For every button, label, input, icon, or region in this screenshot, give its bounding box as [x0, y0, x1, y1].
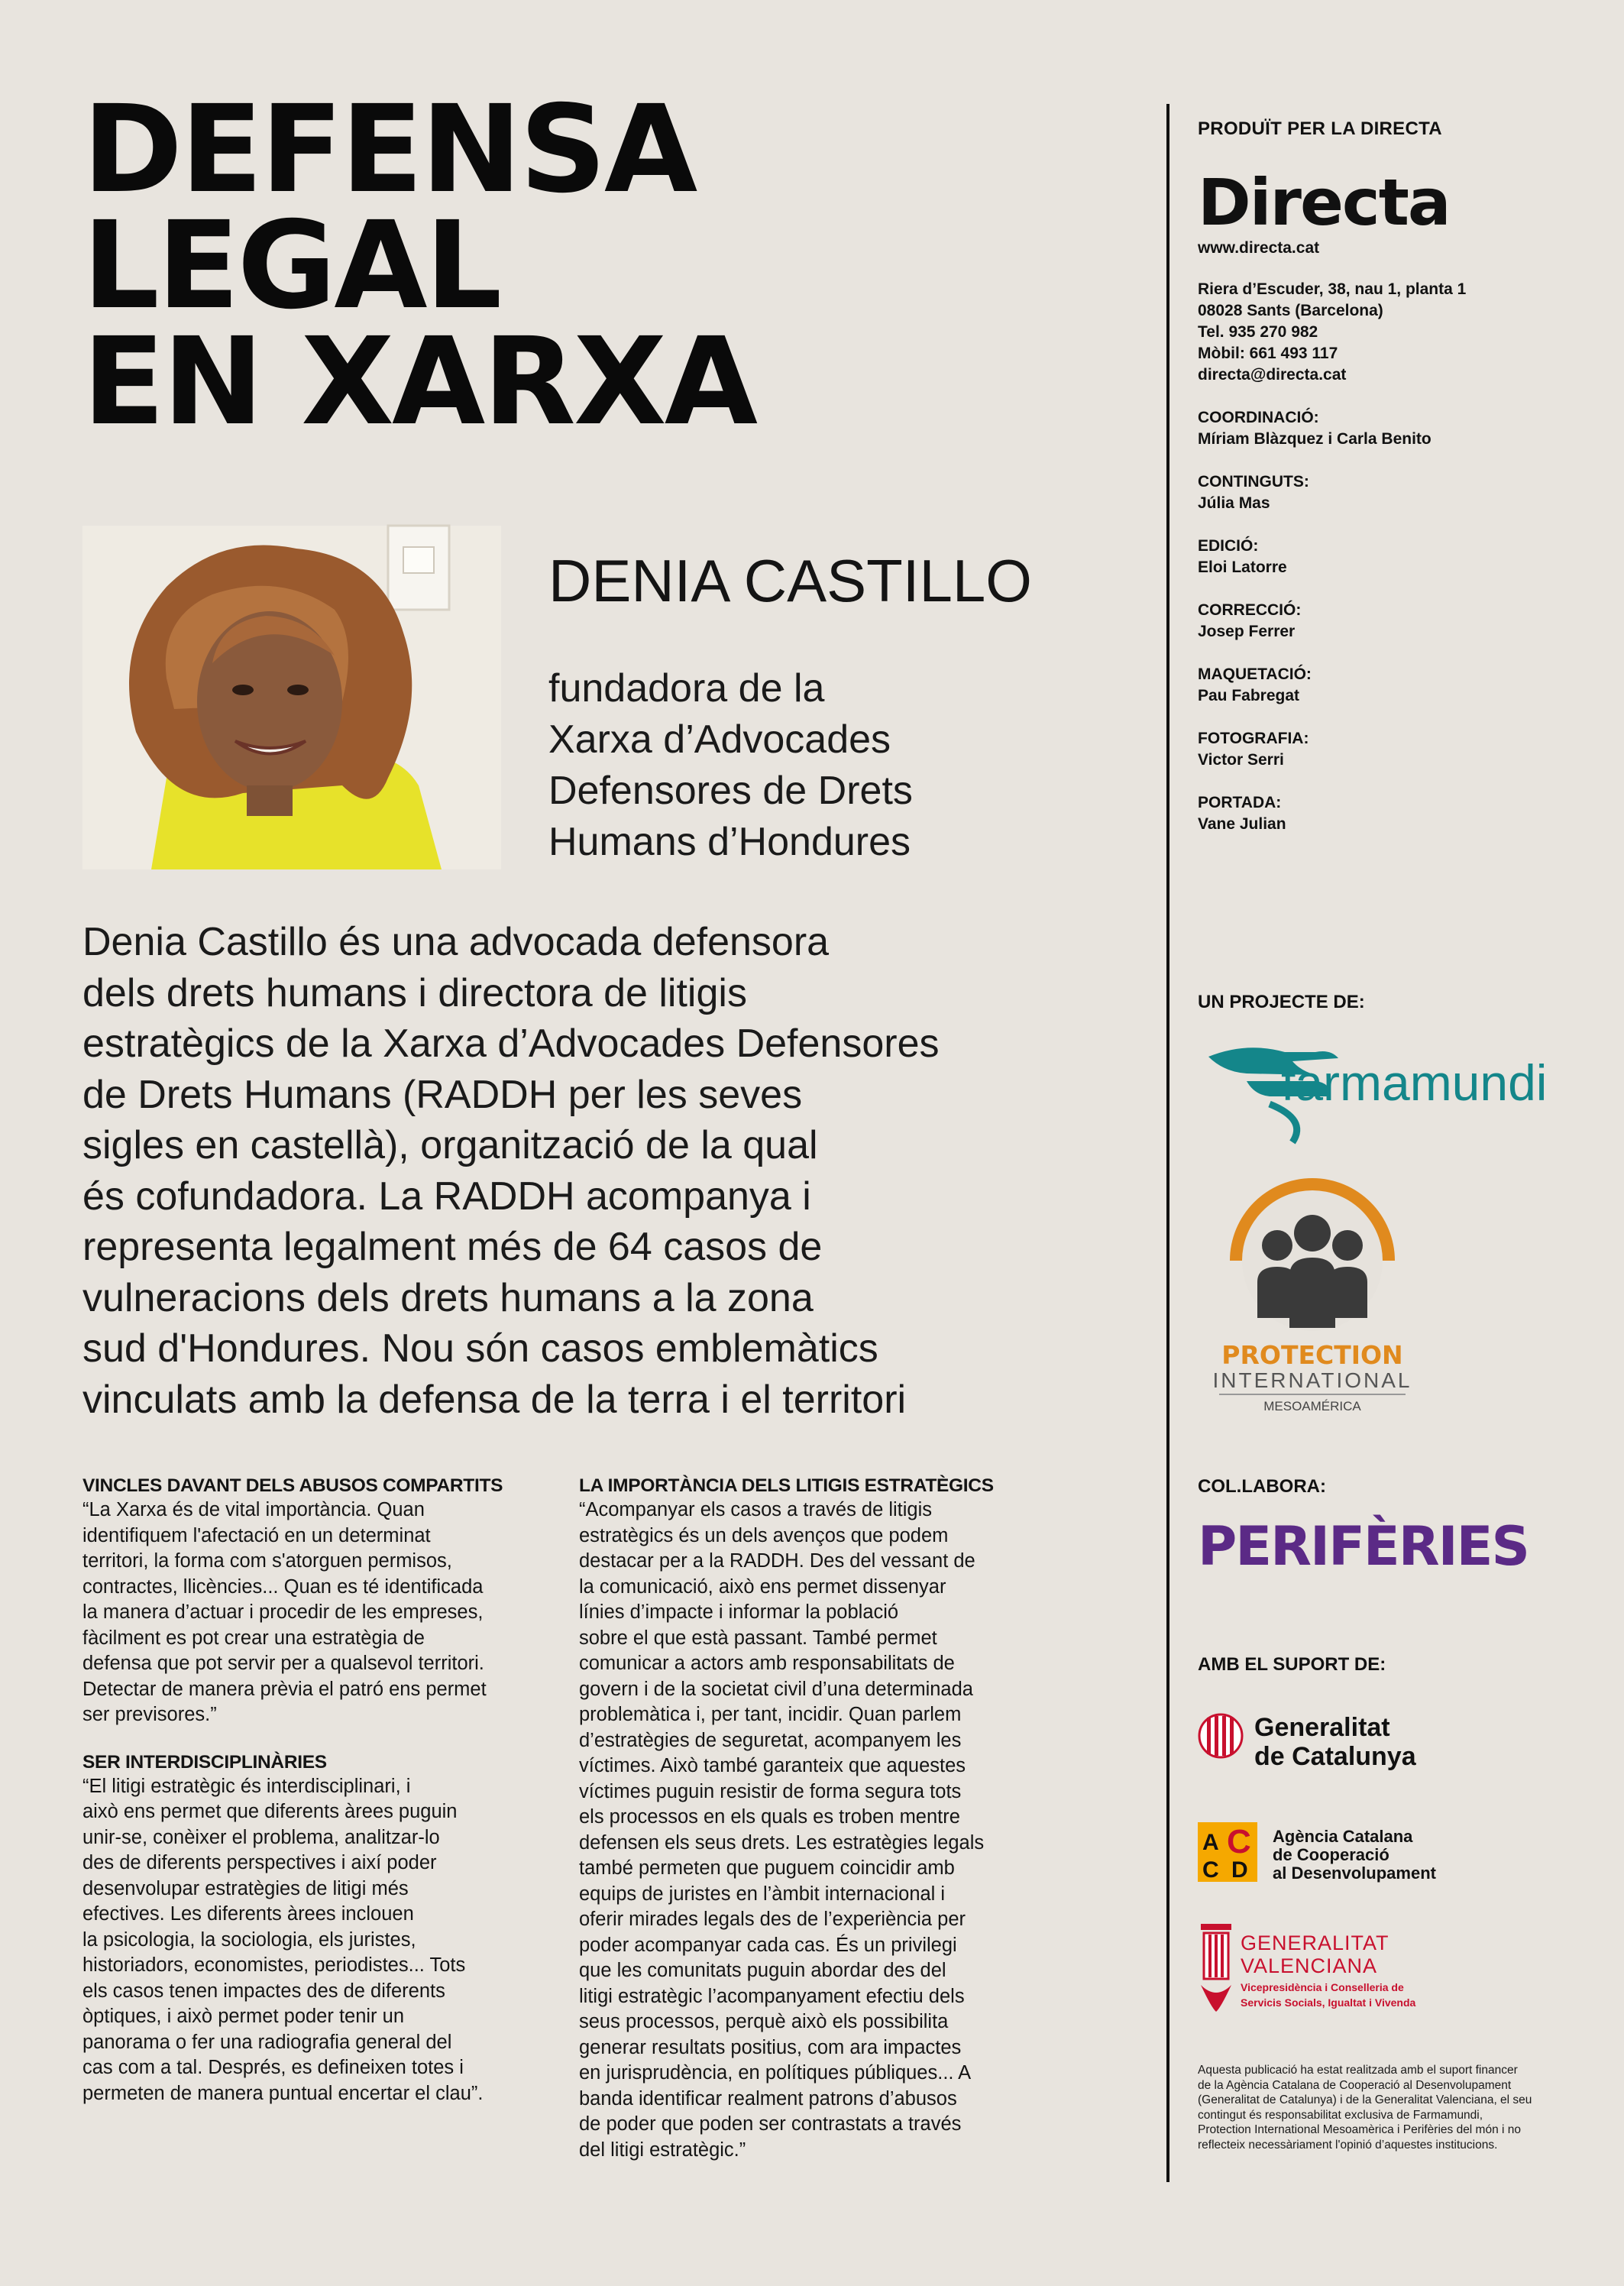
- credit-role: CONTINGUTS:: [1198, 473, 1309, 491]
- section-heading: VINCLES DAVANT DELS ABUSOS COMPARTITS: [82, 1475, 503, 1496]
- gva-line2: VALENCIANA: [1241, 1954, 1378, 1977]
- funding-disclaimer: Aquesta publicació ha estat realitzada amb el suport financer de la Agència Catalana de Cooperació al Desenvolupament (Generalitat de Catalunya) i de la Generalitat Valenciana, el seu contingut és responsabilitat exclusiva de Farmamundi, Protection International Mesoamèrica i Perifèries del món i no reflecteix necessàriament l'opinió d’aquestes institucions.: [1198, 2064, 1532, 2152]
- credit-entry: [1198, 728, 1595, 771]
- accd-mark-c1: C: [1227, 1823, 1251, 1860]
- section-heading: LA IMPORTÀNCIA DELS LITIGIS ESTRATÈGICS: [579, 1475, 994, 1496]
- accd-logo: [1198, 1822, 1473, 1891]
- periferies-wordmark: PERIFÈRIES: [1198, 1515, 1529, 1578]
- credit-entry: [1198, 664, 1595, 707]
- gva-line4: Servicis Socials, Igualtat i Vivenda: [1241, 1996, 1416, 2009]
- accd-line1: Agència Catalana: [1273, 1827, 1413, 1846]
- credit-name: Victor Serri: [1198, 751, 1284, 769]
- credit-name: Eloi Latorre: [1198, 559, 1287, 576]
- directa-logo: [1198, 160, 1595, 240]
- protection-international-logo: [1213, 1154, 1412, 1413]
- accd-line2: de Cooperació: [1273, 1845, 1389, 1864]
- website-url[interactable]: www.directa.cat: [1198, 239, 1320, 257]
- subject-name: DENIA CASTILLO: [548, 547, 1032, 614]
- protection-line1: PROTECTION: [1221, 1340, 1403, 1370]
- accd-mark-a: A: [1202, 1830, 1219, 1855]
- credit-role: PORTADA:: [1198, 794, 1282, 811]
- directa-logo-text: Directa: [1198, 165, 1450, 240]
- farmamundi-wordmark: farmamundi: [1281, 1054, 1548, 1111]
- portrait-photo: [82, 526, 501, 869]
- protection-line3: MESOAMÉRICA: [1263, 1399, 1361, 1413]
- credit-name: Júlia Mas: [1198, 494, 1270, 512]
- produced-by-label: PRODUÏT PER LA DIRECTA: [1198, 118, 1442, 139]
- credit-entry: [1198, 407, 1595, 450]
- accd-mark-d: D: [1231, 1857, 1248, 1883]
- contact-address: Riera d’Escuder, 38, nau 1, planta 1 08028 Sants (Barcelona) Tel. 935 270 982 Mòbil: 661 493 117 directa@directa.cat: [1198, 280, 1467, 384]
- credit-role: EDICIÓ:: [1198, 537, 1259, 555]
- gencat-line2: de Catalunya: [1254, 1742, 1416, 1771]
- credit-name: Josep Ferrer: [1198, 623, 1296, 640]
- lead-paragraph: Denia Castillo és una advocada defensora dels drets humans i directora de litigis estratègics de la Xarxa d’Advocades Defensores de Drets Humans (RADDH per les seves sigles en castellà), organització de la qual és cofundadora. La RADDH acompanya i representa legalment més de 64 casos de vulneracions dels drets humans a la zona sud d'Hondures. Nou són casos emblemàtics vinculats amb la defensa de la terra i el territori: [82, 920, 940, 1422]
- project-label: UN PROJECTE DE:: [1198, 992, 1365, 1012]
- farmamundi-logo: [1201, 1035, 1548, 1142]
- title-line: EN XARXA: [82, 312, 756, 452]
- article-title: [82, 79, 756, 452]
- credit-entry: [1198, 792, 1595, 835]
- credit-name: Pau Fabregat: [1198, 687, 1300, 704]
- credits-sidebar: [1198, 118, 1595, 835]
- gencat-line1: Generalitat: [1254, 1713, 1390, 1742]
- collab-label: COL.LABORA:: [1198, 1476, 1326, 1497]
- title-line: DEFENSA: [82, 79, 696, 220]
- protection-line2: INTERNATIONAL: [1212, 1368, 1412, 1392]
- gva-line1: GENERALITAT: [1241, 1931, 1389, 1954]
- article-column-right: [579, 1475, 1053, 2186]
- credit-name: Míriam Blàzquez i Carla Benito: [1198, 430, 1432, 448]
- portrait-illustration: [82, 526, 501, 869]
- credit-role: COORDINACIÓ:: [1198, 409, 1319, 426]
- article-column-left: [82, 1475, 556, 2129]
- support-label: AMB EL SUPORT DE:: [1198, 1654, 1386, 1675]
- title-line: LEGAL: [82, 196, 500, 336]
- subject-role: fundadora de la Xarxa d’Advocades Defensores de Drets Humans d’Hondures: [548, 666, 913, 864]
- credit-entry: [1198, 471, 1595, 514]
- accd-mark-c2: C: [1202, 1857, 1219, 1883]
- section-text: “El litigi estratègic és interdisciplinari, i això ens permet que diferents àrees puguin unir-se, conèixer el problema, analitzar-lo des de diferents perspectives i així poder desenvolupar estratègies de litigi més efectives. Les diferents àrees inclouen la psicologia, la sociologia, els juristes, historiadors, economistes, periodistes... Tots els casos tenen impactes des de diferents òptiques, i això permet poder tenir un panorama o fer una radiografia general del cas com a tal. Després, es defineixen totes i permeten de manera puntual encertar el clau”.: [82, 1775, 484, 2104]
- gva-line3: Vicepresidència i Conselleria de: [1241, 1981, 1404, 1993]
- credit-role: CORRECCIÓ:: [1198, 601, 1302, 619]
- section-text: “La Xarxa és de vital importància. Quan identifiquem l'afectació en un determinat territori, la forma com s'atorguen permisos, contractes, llicències... Quan es té identificada la manera d’actuar i procedir de les empreses, fàcilment es pot crear una estratègia de defensa que pot servir per a qualsevol territori. Detectar de manera prèvia el patró ens permet ser previsores.”: [82, 1499, 487, 1725]
- vertical-divider: [1166, 104, 1169, 2182]
- credit-entry: [1198, 536, 1595, 578]
- gva-logo: [1198, 1916, 1442, 2016]
- section-heading: SER INTERDISCIPLINÀRIES: [82, 1751, 327, 1773]
- section-text: “Acompanyar els casos a través de litigis estratègics és un dels avenços que podem destacar per a la RADDH. Des del vessant de la comunicació, això ens permet dissenyar línies d’impacte i informar la població sobre el que està passant. També permet comunicar a actors amb responsabilitats de govern i de la societat civil d’una determinada problemàtica i, per tant, incidir. Quan parlem d’estratègies de seguretat, acompanyem les víctimes. Això també garanteix que aquestes víctimes puguin resistir de forma segura tots els processos en els quals es troben mentre defensen els seus drets. Les estratègies legals també permeten que puguem coincidir amb equips de juristes en l’àmbit internacional i oferir mirades legals des de l’experiència per poder acompanyar cada cas. És un privilegi que les comunitats puguin abordar des del litigi estratègic l’acompanyament efectiu dels seus processos, perquè això els possibilita generar resultats positius, com ara impactes en jurisprudència, en polítiques públiques... A banda identificar realment patrons d’abusos de poder que poden ser contrastats a través del litigi estratègic.”: [579, 1499, 985, 2161]
- accd-line3: al Desenvolupament: [1273, 1863, 1436, 1883]
- credit-entry: [1198, 600, 1595, 643]
- gencat-logo: [1198, 1711, 1450, 1773]
- credit-role: MAQUETACIÓ:: [1198, 665, 1312, 683]
- credit-role: FOTOGRAFIA:: [1198, 730, 1309, 747]
- periferies-logo: [1198, 1511, 1529, 1580]
- credit-name: Vane Julian: [1198, 815, 1286, 833]
